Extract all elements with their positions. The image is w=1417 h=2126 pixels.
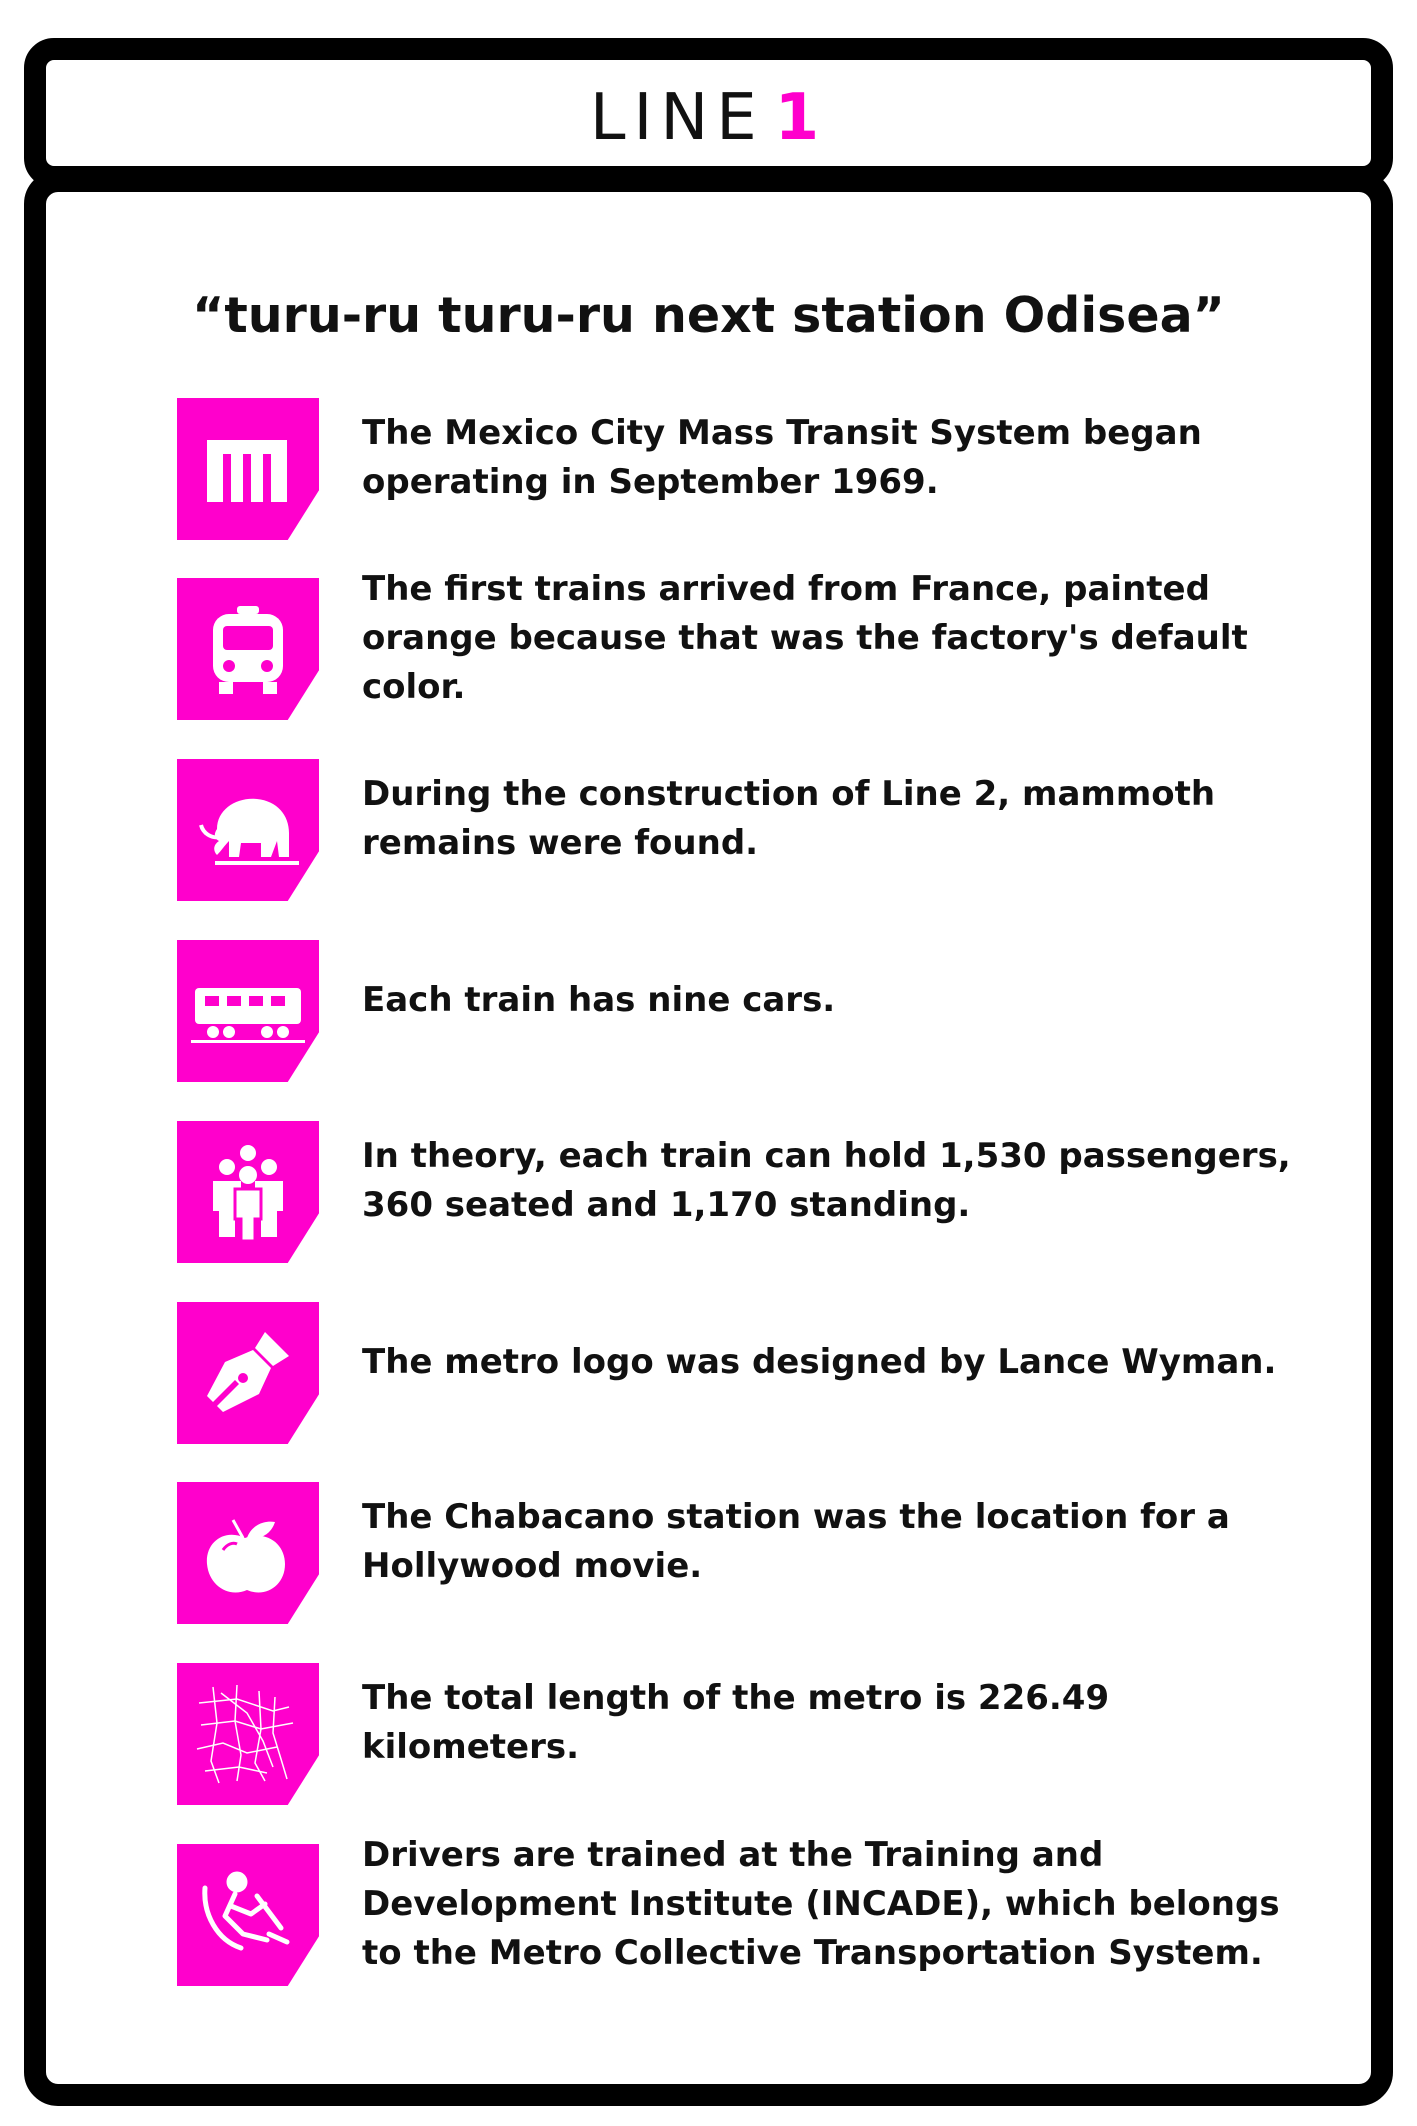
crowd-icon — [177, 1121, 319, 1263]
line-logo — [46, 81, 1371, 155]
train-driver-icon — [177, 1844, 319, 1986]
fact-text: The Mexico City Mass Transit System began operating in September 1969. — [362, 413, 1202, 502]
fact-text: During the construction of Line 2, mammoth remains were found. — [362, 774, 1216, 863]
metro-logo-icon — [177, 398, 319, 540]
fact-item — [177, 1121, 1317, 1263]
fact-text: The metro logo was designed by Lance Wyman. — [362, 1341, 1277, 1382]
fact-item — [177, 1663, 1317, 1805]
logo-number: 1 — [774, 81, 828, 155]
fact-item — [177, 1482, 1317, 1624]
fact-item — [177, 759, 1317, 901]
page-title: “turu-ru turu-ru next station Odisea” — [192, 287, 1225, 344]
train-car-icon — [177, 940, 319, 1082]
fact-item — [177, 1834, 1317, 1986]
fact-text: In theory, each train can hold 1,530 passengers, 360 seated and 1,170 standing. — [362, 1136, 1291, 1225]
train-front-icon — [177, 578, 319, 720]
fact-item — [177, 398, 1317, 540]
fact-text: The total length of the metro is 226.49 kilometers. — [362, 1678, 1110, 1767]
fact-item — [177, 940, 1317, 1082]
fact-text: The Chabacano station was the location for a Hollywood movie. — [362, 1497, 1230, 1586]
fact-text: The first trains arrived from France, painted orange because that was the factory's default color. — [362, 568, 1248, 707]
facts-panel — [24, 170, 1393, 2106]
fact-item — [177, 1302, 1317, 1444]
fountain-pen-icon — [177, 1302, 319, 1444]
fact-text: Drivers are trained at the Training and Development Institute (INCADE), which belongs to the Metro Collective Transportation System. — [362, 1834, 1280, 1973]
fact-text: Each train has nine cars. — [362, 979, 836, 1020]
apricot-icon — [177, 1482, 319, 1624]
metro-map-icon — [177, 1663, 319, 1805]
mammoth-icon — [177, 759, 319, 901]
header-banner — [24, 38, 1393, 188]
fact-item — [177, 568, 1317, 720]
logo-word: LINE — [589, 81, 765, 155]
